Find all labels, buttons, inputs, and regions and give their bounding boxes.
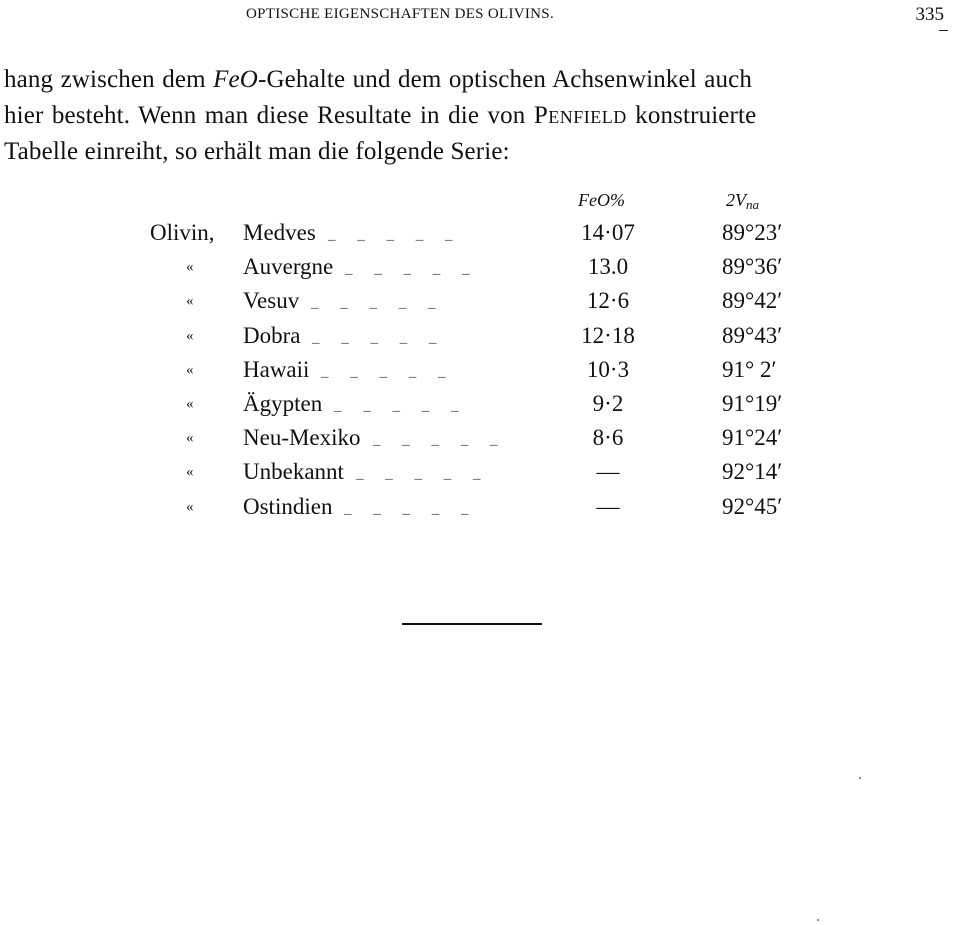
paper-speck bbox=[859, 777, 861, 779]
axial-angle-value: 91° 2′ bbox=[722, 356, 777, 382]
leader-dots: _ _ _ _ _ bbox=[356, 466, 490, 483]
section-end-rule bbox=[402, 623, 542, 625]
body-line bbox=[4, 62, 944, 98]
locality-name: Medves bbox=[243, 220, 316, 245]
leader-dots: _ _ _ _ _ bbox=[345, 261, 479, 278]
ditto-mark: « bbox=[186, 430, 194, 447]
leader-dots: _ _ _ _ _ bbox=[373, 432, 507, 449]
column-header-feo: FeO% bbox=[578, 190, 625, 210]
ditto-mark: « bbox=[186, 327, 194, 344]
table-row bbox=[0, 286, 960, 316]
feo-value: — bbox=[596, 459, 620, 485]
feo-value: 14·07 bbox=[581, 220, 635, 245]
column-header-subscript: na bbox=[746, 197, 759, 212]
column-header-2v: 2V bbox=[726, 190, 746, 210]
leader-dots: _ _ _ _ _ bbox=[312, 329, 446, 346]
axial-angle-value: 91°19′ bbox=[722, 391, 783, 416]
body-text-segment: hang zwischen dem bbox=[4, 66, 214, 93]
table-row bbox=[0, 389, 960, 419]
table-row bbox=[0, 492, 960, 522]
table-row bbox=[0, 355, 960, 385]
leader-dots: _ _ _ _ _ bbox=[328, 227, 462, 243]
locality-name: Ägypten bbox=[243, 391, 323, 416]
table-row bbox=[0, 321, 960, 351]
axial-angle-value: 89°36′ bbox=[722, 254, 783, 280]
locality-name: Vesuv bbox=[243, 288, 300, 314]
body-text-segment: konstruierte bbox=[626, 102, 757, 129]
table-row bbox=[0, 252, 960, 282]
author-name: Penfield bbox=[533, 102, 627, 129]
page-number-dash bbox=[939, 30, 948, 31]
locality-name: Hawaii bbox=[243, 356, 310, 382]
axial-angle-value: 91°24′ bbox=[722, 425, 783, 451]
body-paragraph bbox=[4, 62, 944, 170]
axial-angle-value: 92°14′ bbox=[722, 459, 783, 485]
locality-name: Unbekannt bbox=[243, 459, 344, 485]
leader-dots: _ _ _ _ _ bbox=[334, 398, 468, 414]
body-line bbox=[4, 98, 944, 134]
paper-speck bbox=[817, 919, 819, 921]
ditto-mark: « bbox=[186, 361, 194, 378]
axial-angle-value: 89°23′ bbox=[722, 220, 783, 245]
axial-angle-value: 89°43′ bbox=[722, 322, 783, 348]
body-text-segment: hier besteht. Wenn man diese Resultate in die von bbox=[4, 102, 534, 129]
page-number: 335 bbox=[915, 4, 944, 25]
feo-value: 9·2 bbox=[592, 391, 624, 416]
formula-feo: FeO bbox=[213, 66, 258, 93]
leader-dots: _ _ _ _ _ bbox=[321, 363, 455, 380]
feo-value: 8·6 bbox=[592, 425, 624, 451]
ditto-mark: « bbox=[186, 464, 194, 481]
feo-value: 12·6 bbox=[586, 288, 630, 314]
ditto-mark: « bbox=[186, 396, 194, 412]
column-header-2vna bbox=[726, 190, 759, 213]
feo-value: 12·18 bbox=[581, 322, 635, 348]
leader-dots: _ _ _ _ _ bbox=[311, 295, 445, 312]
ditto-mark: « bbox=[186, 259, 194, 276]
body-line: Tabelle einreiht, so erhält man die folgende Serie: bbox=[4, 138, 510, 165]
locality-name: Dobra bbox=[243, 322, 301, 348]
table-row bbox=[0, 218, 960, 248]
locality-name: Neu-Mexiko bbox=[243, 425, 361, 451]
ditto-mark: « bbox=[186, 293, 194, 310]
ditto-mark: « bbox=[186, 498, 194, 515]
table-row bbox=[0, 423, 960, 453]
locality-name: Ostindien bbox=[243, 493, 333, 519]
feo-value: 10·3 bbox=[586, 356, 630, 382]
body-text-segment: -Gehalte und dem optischen Achsenwinkel auch bbox=[257, 66, 753, 93]
running-title: OPTISCHE EIGENSCHAFTEN DES OLIVINS. bbox=[246, 6, 555, 22]
leader-dots: _ _ _ _ _ bbox=[344, 500, 478, 517]
feo-value: 13.0 bbox=[587, 254, 629, 280]
axial-angle-value: 89°42′ bbox=[722, 288, 783, 314]
table-row bbox=[0, 457, 960, 487]
feo-value: — bbox=[596, 493, 620, 519]
axial-angle-value: 92°45′ bbox=[722, 493, 783, 519]
page-header bbox=[0, 6, 960, 26]
row-prefix: Olivin, bbox=[150, 220, 215, 245]
locality-name: Auvergne bbox=[243, 254, 334, 280]
